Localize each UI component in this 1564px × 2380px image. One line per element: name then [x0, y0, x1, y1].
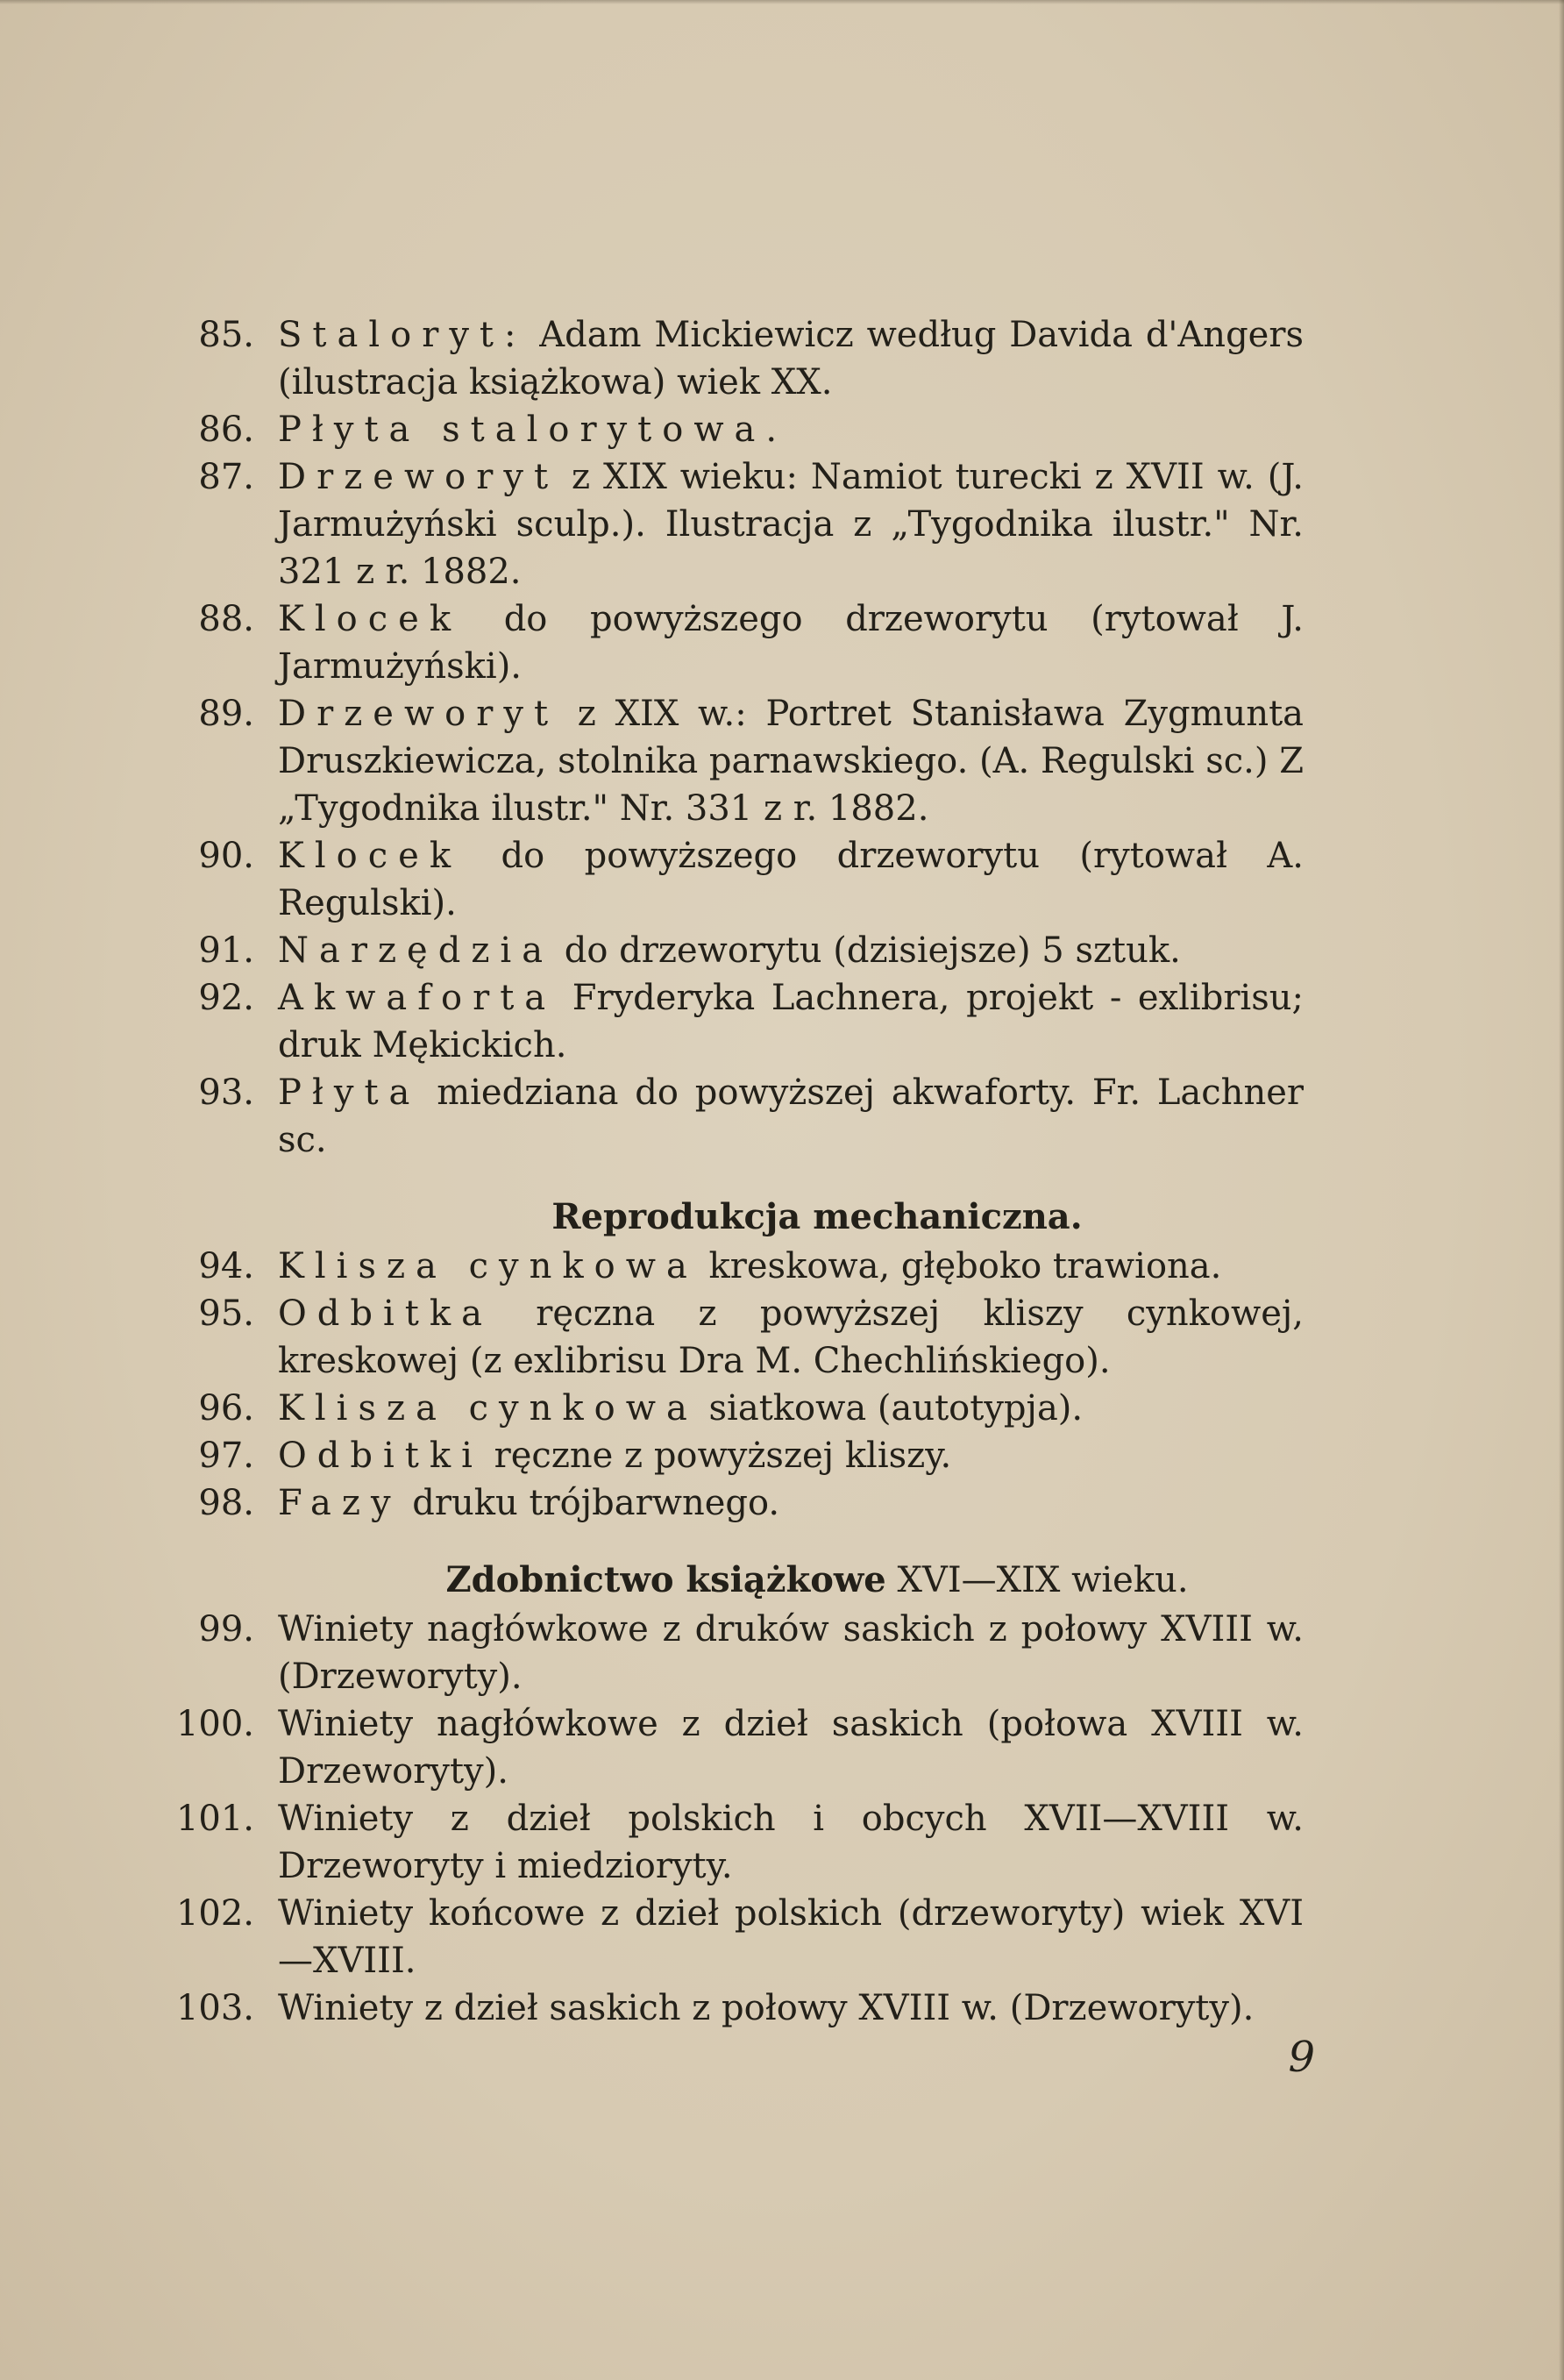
entry-description: z XIX w.: Portret Stanisława Zygmunta Druszkiewicza, stolnika parnawskiego. (A. Regulski sc.) Z „Tygodnika ilustr." Nr. 331 z r. 1882.: [278, 694, 1304, 829]
catalog-entry: [0, 1385, 1304, 1432]
entry-number: 91.: [198, 930, 254, 971]
entry-list-zdobnictwo: [0, 1606, 1564, 2032]
catalog-entry: [0, 832, 1304, 927]
catalog-page: [0, 311, 1564, 2032]
catalog-entry: [0, 406, 1304, 453]
entry-description: Winiety z dzieł polskich i obcych XVII—XVIII w. Drzeworyty i miedzioryty.: [278, 1799, 1304, 1886]
catalog-entry: [0, 1243, 1304, 1290]
catalog-entry: [0, 453, 1304, 595]
entry-description: miedziana do powyższej akwaforty. Fr. Lachner sc.: [278, 1072, 1304, 1160]
entry-number: 87.: [198, 457, 254, 497]
entry-spaced-term: Akwaforta: [278, 978, 557, 1018]
entry-spaced-term: Klisza cynkowa: [278, 1388, 698, 1429]
page-edge-top: [0, 0, 1564, 4]
entry-description: Winiety z dzieł saskich z połowy XVIII w. (Drzeworyty).: [278, 1988, 1255, 2028]
entry-number: 89.: [198, 694, 254, 734]
catalog-entry: [0, 1985, 1304, 2032]
heading-rest: XVI—XIX wieku.: [885, 1560, 1189, 1600]
entry-number: 96.: [198, 1388, 254, 1429]
entry-number: 100.: [175, 1704, 254, 1744]
catalog-entry: [0, 1606, 1304, 1700]
entry-number: 99.: [198, 1609, 254, 1650]
entry-number: 101.: [175, 1799, 254, 1839]
catalog-entry: [0, 1432, 1304, 1479]
entry-number: 88.: [198, 599, 254, 639]
entry-list-reprodukcja: [0, 1243, 1564, 1527]
entry-number: 102.: [175, 1893, 254, 1934]
entry-spaced-term: Odbitki: [278, 1436, 483, 1476]
entry-description: siatkowa (autotypja).: [697, 1388, 1084, 1429]
entry-number: 92.: [198, 978, 254, 1018]
entry-spaced-term: Staloryt:: [278, 315, 527, 355]
entry-description: Winiety nagłówkowe z dzieł saskich (połowa XVIII w. Drzeworyty).: [278, 1704, 1304, 1792]
catalog-entry: [0, 1290, 1304, 1385]
entry-number: 97.: [198, 1436, 254, 1476]
entry-spaced-term: Narzędzia: [278, 930, 554, 971]
entry-spaced-term: Płyta stalorytowa.: [278, 410, 788, 450]
section-heading-reprodukcja: [0, 1194, 1564, 1241]
entry-spaced-term: Drzeworyt: [278, 457, 559, 497]
entry-number: 95.: [198, 1293, 254, 1334]
entry-spaced-term: Drzeworyt: [278, 694, 559, 734]
entry-description: ręczne z powyższej kliszy.: [482, 1436, 952, 1476]
entry-description: Fryderyka Lachnera, projekt - exlibrisu; druk Mękickich.: [278, 978, 1304, 1065]
entry-number: 85.: [198, 315, 254, 355]
catalog-entry: [0, 927, 1304, 974]
catalog-entry: [0, 1890, 1304, 1985]
entry-description: Winiety nagłówkowe z druków saskich z połowy XVIII w. (Drzeworyty).: [278, 1609, 1304, 1697]
catalog-entry: [0, 690, 1304, 832]
entry-description: do powyższego drzeworytu (rytował A. Regulski).: [278, 836, 1304, 923]
entry-description: Adam Mickiewicz według Davida d'Angers (ilustracja książkowa) wiek XX.: [278, 315, 1304, 403]
entry-spaced-term: Klisza cynkowa: [278, 1246, 698, 1286]
catalog-entry: [0, 311, 1304, 406]
section-heading-zdobnictwo: [0, 1557, 1564, 1604]
entry-description: kreskowa, głęboko trawiona.: [697, 1246, 1222, 1286]
page-number: 9: [1288, 2033, 1315, 2082]
entry-list-staloryt-drzeworyt: [0, 311, 1564, 1164]
entry-spaced-term: Klocek: [278, 599, 462, 639]
entry-description: ręczna z powyższej kliszy cynkowej, kreskowej (z exlibrisu Dra M. Chechlińskiego).: [278, 1293, 1304, 1381]
entry-description: do powyższego drzeworytu (rytował J. Jarmużyński).: [278, 599, 1304, 687]
catalog-entry: [0, 1795, 1304, 1890]
catalog-entry: [0, 595, 1304, 690]
catalog-entry: [0, 1479, 1304, 1527]
entry-number: 103.: [175, 1988, 254, 2028]
entry-number: 93.: [198, 1072, 254, 1113]
entry-description: druku trójbarwnego.: [401, 1483, 780, 1523]
entry-number: 86.: [198, 410, 254, 450]
entry-spaced-term: Fazy: [278, 1483, 402, 1523]
catalog-entry: [0, 1069, 1304, 1164]
heading-bold: Zdobnictwo książkowe: [445, 1559, 886, 1600]
entry-description: Winiety końcowe z dzieł polskich (drzeworyty) wiek XVI—XVIII.: [278, 1893, 1304, 1981]
entry-description: do drzeworytu (dzisiejsze) 5 sztuk.: [553, 930, 1181, 971]
heading-bold: Reprodukcja mechaniczna.: [551, 1196, 1083, 1237]
entry-spaced-term: Płyta: [278, 1072, 421, 1113]
entry-spaced-term: Klocek: [278, 836, 462, 876]
entry-description: z XIX wieku: Namiot turecki z XVII w. (J. Jarmużyński sculp.). Ilustracja z „Tygodnika ilustr." Nr. 321 z r. 1882.: [278, 457, 1304, 592]
catalog-entry: [0, 974, 1304, 1069]
entry-spaced-term: Odbitka: [278, 1293, 493, 1334]
catalog-entry: [0, 1700, 1304, 1795]
entry-number: 90.: [198, 836, 254, 876]
entry-number: 94.: [198, 1246, 254, 1286]
entry-number: 98.: [198, 1483, 254, 1523]
